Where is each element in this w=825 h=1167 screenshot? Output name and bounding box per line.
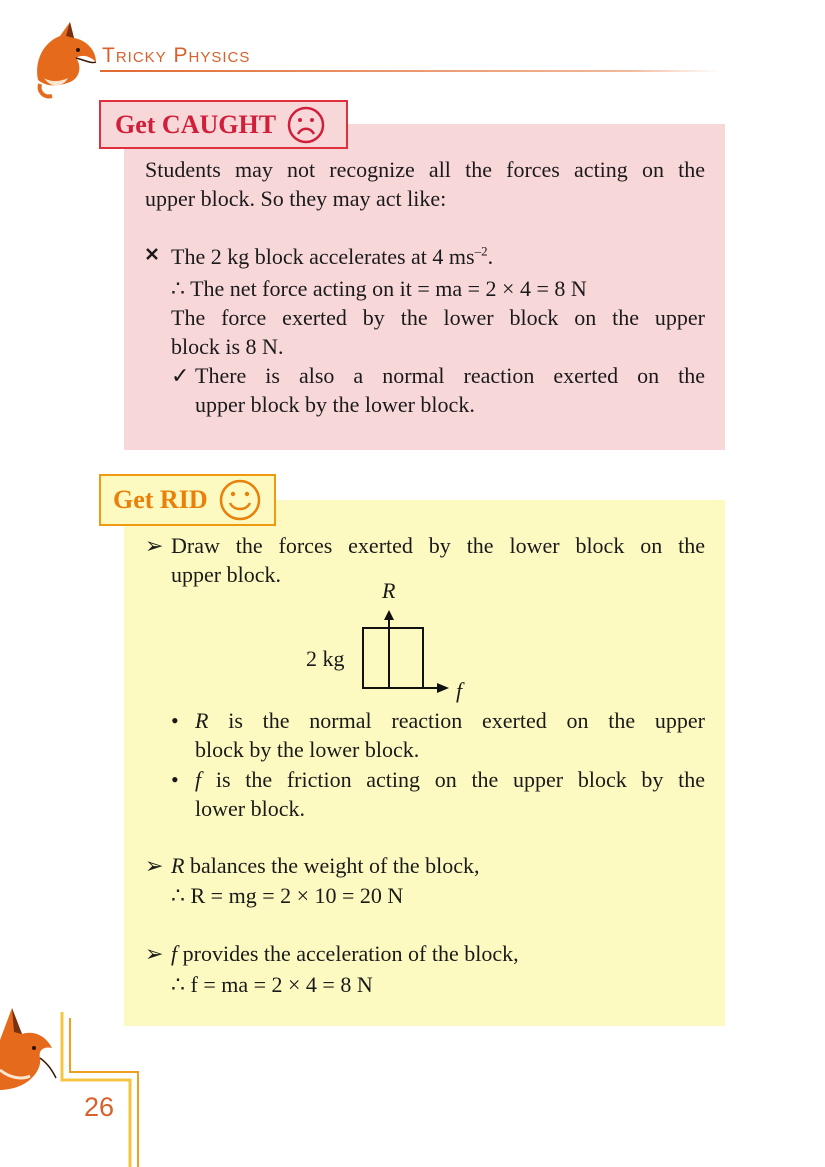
diagram-friction-label: f [456, 678, 463, 703]
arrow-bullet-icon: ➢ [145, 941, 164, 966]
caught-intro-line-1: Students may not recognize all the forces acting on the [145, 157, 705, 182]
rid-label-text: Get RID [113, 485, 208, 514]
arrow-bullet-icon: ➢ [145, 533, 164, 558]
bullet1-line-1: R is the normal reaction exerted on the upper [195, 708, 705, 733]
bullet-icon: • [171, 767, 179, 792]
step1-line-1: Draw the forces exerted by the lower block on the [171, 533, 705, 558]
wrong-line-3: The force exerted by the lower block on the upper [171, 305, 705, 330]
wrong-line-2: ∴ The net force acting on it = ma = 2 × 4 = 8 N [171, 276, 587, 301]
normal-force-arrowhead [384, 610, 394, 620]
bullet-icon: • [171, 708, 179, 733]
caught-label [99, 100, 348, 149]
header-rule [100, 70, 720, 72]
check-icon: ✓ [171, 363, 190, 388]
force-diagram [355, 606, 455, 696]
bullet2-line-1: f is the friction acting on the upper block by the [195, 767, 706, 792]
step2-line-2: ∴ R = mg = 2 × 10 = 20 N [171, 883, 404, 908]
step1-line-2: upper block. [171, 562, 281, 587]
arrow-bullet-icon: ➢ [145, 853, 164, 878]
sad-face-icon [286, 105, 326, 145]
header-title: Tricky Physics [102, 44, 251, 67]
step3-line-2: ∴ f = ma = 2 × 4 = 8 N [171, 972, 373, 997]
upper-block [363, 628, 423, 688]
right-line-1: There is also a normal reaction exerted on the [195, 363, 705, 388]
caught-intro-line-2: upper block. So they may act like: [145, 186, 447, 211]
bullet1-line-2: block by the lower block. [195, 737, 420, 762]
diagram-normal-label: R [382, 578, 396, 603]
diagram-mass-label: 2 kg [306, 646, 345, 671]
fox-logo-icon [30, 20, 102, 100]
footer-fox-icon [0, 1000, 145, 1167]
page-number: 26 [84, 1092, 115, 1122]
cross-icon [145, 247, 159, 266]
caught-label-text: Get CAUGHT [115, 109, 277, 139]
step3-line-1: f provides the acceleration of the block, [171, 941, 519, 966]
rid-label [99, 474, 276, 526]
friction-force-arrowhead [437, 683, 449, 693]
right-line-2: upper block by the lower block. [195, 392, 475, 417]
wrong-line-1: The 2 kg block accelerates at 4 $ms^{-2}$. [171, 243, 494, 269]
bullet2-line-2: lower block. [195, 796, 305, 821]
smile-face-icon [218, 478, 262, 522]
step2-line-1: R balances the weight of the block, [171, 853, 480, 878]
wrong-line-4: block is 8 N. [171, 334, 284, 359]
